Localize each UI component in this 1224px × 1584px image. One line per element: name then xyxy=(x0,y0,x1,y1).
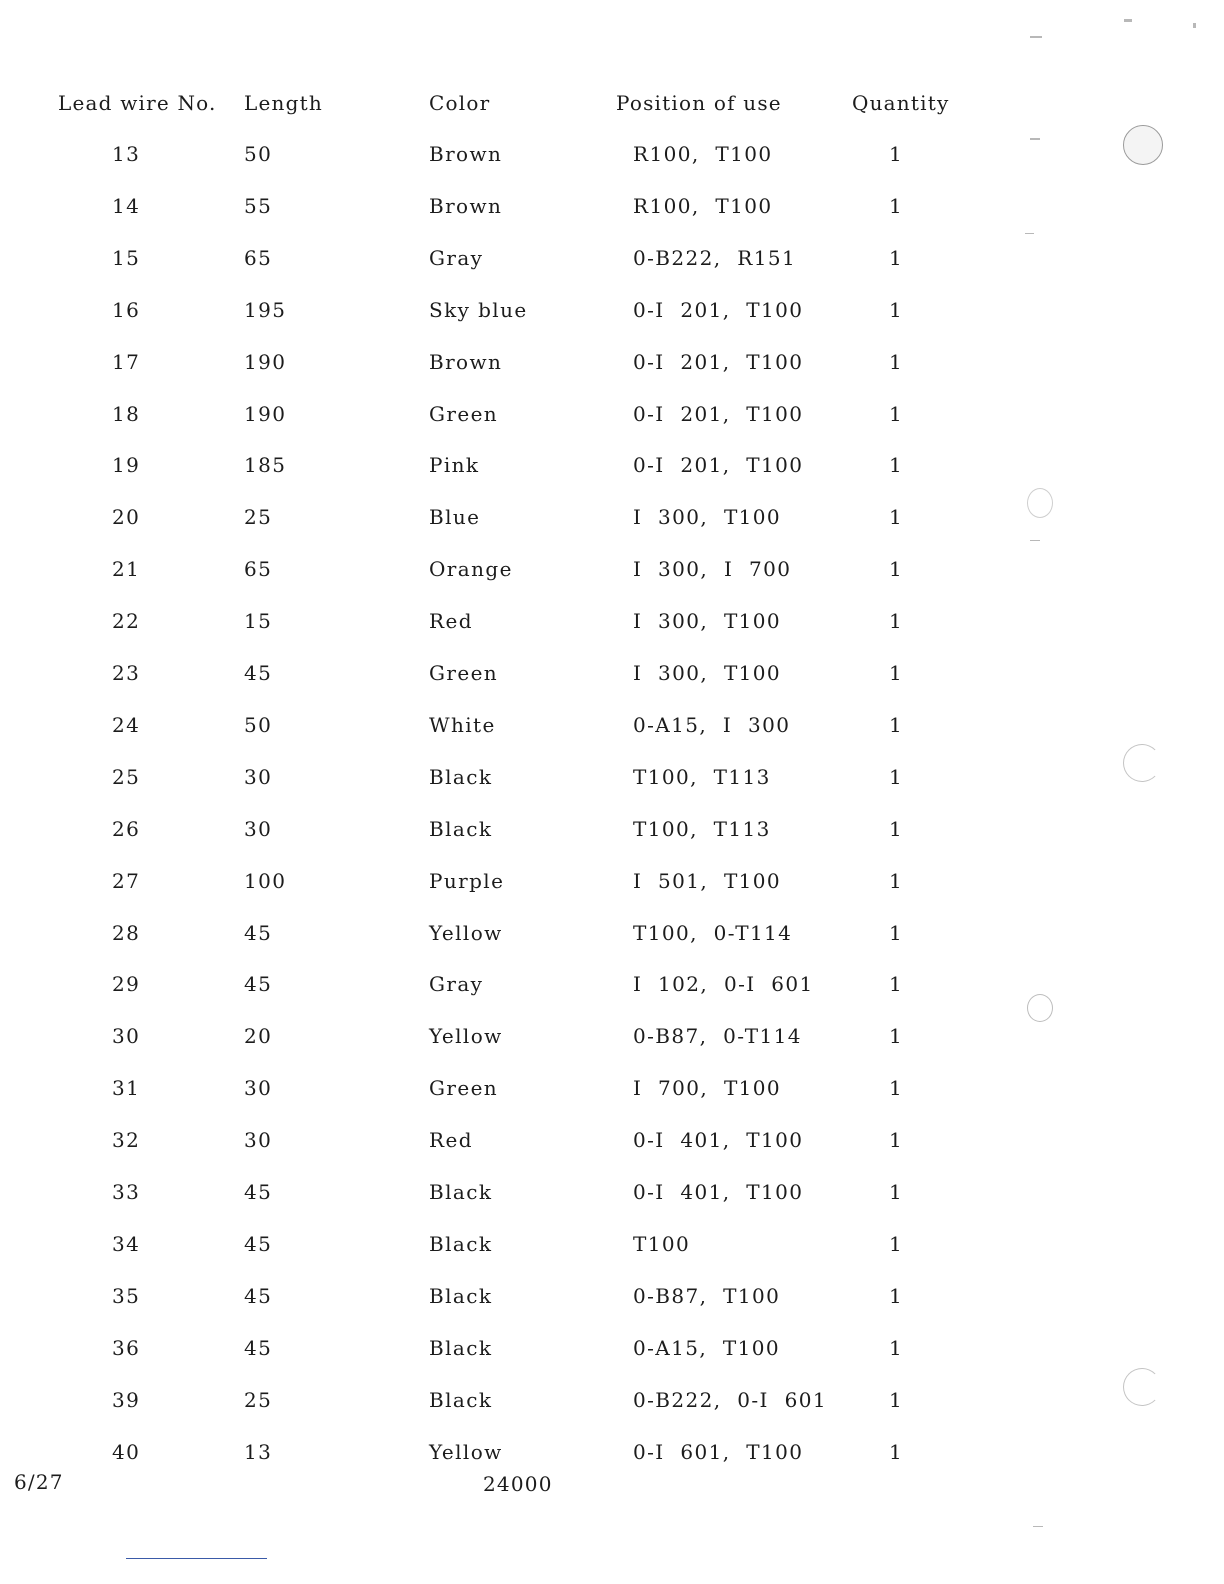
length-value: 30 xyxy=(244,817,273,841)
table-row xyxy=(0,142,1224,172)
length-value: 50 xyxy=(244,713,273,737)
length-value: 45 xyxy=(244,1284,273,1308)
color-value: Black xyxy=(429,765,493,789)
color-value: Black xyxy=(429,1284,493,1308)
color-value: Red xyxy=(429,609,473,633)
length-value: 25 xyxy=(244,505,273,529)
length-value: 30 xyxy=(244,1128,273,1152)
position-of-use-value: 0-I 201, T100 xyxy=(633,298,804,322)
lead-wire-number: 17 xyxy=(112,350,141,374)
color-value: Gray xyxy=(429,972,484,996)
length-value: 190 xyxy=(244,402,287,426)
position-of-use-value: 0-I 401, T100 xyxy=(633,1180,804,1204)
length-value: 100 xyxy=(244,869,287,893)
table-row xyxy=(0,1180,1224,1210)
quantity-value: 1 xyxy=(889,298,904,322)
length-value: 45 xyxy=(244,1232,273,1256)
table-row xyxy=(0,1128,1224,1158)
color-value: Orange xyxy=(429,557,513,581)
position-of-use-value: 0-I 201, T100 xyxy=(633,453,804,477)
table-row xyxy=(0,1284,1224,1314)
length-value: 25 xyxy=(244,1388,273,1412)
quantity-value: 1 xyxy=(889,194,904,218)
color-value: Yellow xyxy=(429,1440,503,1464)
quantity-value: 1 xyxy=(889,869,904,893)
lead-wire-number: 21 xyxy=(112,557,141,581)
color-value: Red xyxy=(429,1128,473,1152)
quantity-value: 1 xyxy=(889,1076,904,1100)
color-value: Black xyxy=(429,1388,493,1412)
position-of-use-value: I 300, T100 xyxy=(633,609,782,633)
table-row xyxy=(0,1440,1224,1470)
table-row xyxy=(0,1336,1224,1366)
position-of-use-value: I 102, 0-I 601 xyxy=(633,972,814,996)
table-row xyxy=(0,1076,1224,1106)
table-row xyxy=(0,713,1224,743)
table-row xyxy=(0,1024,1224,1054)
scan-speck xyxy=(1030,540,1040,541)
binder-hole-artifact xyxy=(1123,1368,1161,1406)
binder-hole-artifact xyxy=(1123,744,1161,782)
quantity-value: 1 xyxy=(889,765,904,789)
lead-wire-number: 18 xyxy=(112,402,141,426)
position-of-use-value: 0-B222, R151 xyxy=(633,246,797,270)
table-row xyxy=(0,246,1224,276)
length-value: 13 xyxy=(244,1440,273,1464)
position-of-use-value: 0-A15, I 300 xyxy=(633,713,791,737)
lead-wire-number: 19 xyxy=(112,453,141,477)
quantity-value: 1 xyxy=(889,1024,904,1048)
quantity-value: 1 xyxy=(889,921,904,945)
quantity-value: 1 xyxy=(889,453,904,477)
quantity-value: 1 xyxy=(889,402,904,426)
color-value: Yellow xyxy=(429,921,503,945)
position-of-use-value: 0-B87, 0-T114 xyxy=(633,1024,802,1048)
binder-hole-artifact xyxy=(1123,125,1163,165)
table-row xyxy=(0,350,1224,380)
color-value: Green xyxy=(429,1076,499,1100)
lead-wire-number: 26 xyxy=(112,817,141,841)
quantity-value: 1 xyxy=(889,1180,904,1204)
lead-wire-number: 20 xyxy=(112,505,141,529)
color-value: Black xyxy=(429,1336,493,1360)
lead-wire-number: 30 xyxy=(112,1024,141,1048)
lead-wire-number: 35 xyxy=(112,1284,141,1308)
color-value: Pink xyxy=(429,453,480,477)
lead-wire-number: 32 xyxy=(112,1128,141,1152)
table-row xyxy=(0,609,1224,639)
scan-speck xyxy=(1124,19,1132,22)
lead-wire-number: 39 xyxy=(112,1388,141,1412)
position-of-use-value: I 300, T100 xyxy=(633,505,782,529)
quantity-value: 1 xyxy=(889,142,904,166)
color-value: Green xyxy=(429,661,499,685)
position-of-use-value: 0-I 201, T100 xyxy=(633,350,804,374)
color-value: Blue xyxy=(429,505,481,529)
length-value: 50 xyxy=(244,142,273,166)
length-value: 65 xyxy=(244,246,273,270)
length-value: 30 xyxy=(244,1076,273,1100)
quantity-value: 1 xyxy=(889,1388,904,1412)
scan-speck xyxy=(1030,36,1042,38)
header-color: Color xyxy=(429,91,491,115)
table-row xyxy=(0,817,1224,847)
length-value: 45 xyxy=(244,972,273,996)
length-value: 195 xyxy=(244,298,287,322)
position-of-use-value: T100, T113 xyxy=(633,817,771,841)
lead-wire-number: 28 xyxy=(112,921,141,945)
lead-wire-number: 34 xyxy=(112,1232,141,1256)
color-value: Brown xyxy=(429,194,503,218)
length-value: 15 xyxy=(244,609,273,633)
position-of-use-value: 0-B87, T100 xyxy=(633,1284,781,1308)
position-of-use-value: R100, T100 xyxy=(633,194,773,218)
position-of-use-value: 0-A15, T100 xyxy=(633,1336,781,1360)
scan-speck xyxy=(1030,138,1040,140)
table-row xyxy=(0,557,1224,587)
color-value: Green xyxy=(429,402,499,426)
lead-wire-number: 36 xyxy=(112,1336,141,1360)
table-row xyxy=(0,921,1224,951)
position-of-use-value: 0-B222, 0-I 601 xyxy=(633,1388,827,1412)
table-row xyxy=(0,453,1224,483)
table-row xyxy=(0,298,1224,328)
table-row xyxy=(0,869,1224,899)
quantity-value: 1 xyxy=(889,1440,904,1464)
length-value: 190 xyxy=(244,350,287,374)
header-position-of-use: Position of use xyxy=(616,91,782,115)
length-value: 45 xyxy=(244,661,273,685)
table-row xyxy=(0,402,1224,432)
header-quantity: Quantity xyxy=(852,91,950,115)
underline-mark xyxy=(126,1558,267,1559)
color-value: Gray xyxy=(429,246,484,270)
lead-wire-number: 16 xyxy=(112,298,141,322)
table-row xyxy=(0,765,1224,795)
page-reference: 6/27 xyxy=(14,1470,64,1494)
length-value: 45 xyxy=(244,921,273,945)
position-of-use-value: 0-I 201, T100 xyxy=(633,402,804,426)
length-value: 20 xyxy=(244,1024,273,1048)
quantity-value: 1 xyxy=(889,713,904,737)
scan-speck xyxy=(1025,233,1034,234)
binder-hole-artifact xyxy=(1027,994,1053,1022)
color-value: Purple xyxy=(429,869,505,893)
quantity-value: 1 xyxy=(889,1336,904,1360)
length-value: 185 xyxy=(244,453,287,477)
quantity-value: 1 xyxy=(889,246,904,270)
quantity-value: 1 xyxy=(889,505,904,529)
position-of-use-value: 0-I 601, T100 xyxy=(633,1440,804,1464)
lead-wire-number: 25 xyxy=(112,765,141,789)
position-of-use-value: T100, 0-T114 xyxy=(633,921,793,945)
color-value: Black xyxy=(429,1232,493,1256)
quantity-value: 1 xyxy=(889,557,904,581)
quantity-value: 1 xyxy=(889,1284,904,1308)
table-row xyxy=(0,1388,1224,1418)
quantity-value: 1 xyxy=(889,972,904,996)
quantity-value: 1 xyxy=(889,817,904,841)
lead-wire-number: 40 xyxy=(112,1440,141,1464)
quantity-value: 1 xyxy=(889,609,904,633)
position-of-use-value: 0-I 401, T100 xyxy=(633,1128,804,1152)
lead-wire-number: 15 xyxy=(112,246,141,270)
lead-wire-number: 31 xyxy=(112,1076,141,1100)
position-of-use-value: T100 xyxy=(633,1232,691,1256)
length-value: 30 xyxy=(244,765,273,789)
position-of-use-value: I 300, T100 xyxy=(633,661,782,685)
length-value: 45 xyxy=(244,1336,273,1360)
color-value: Black xyxy=(429,817,493,841)
lead-wire-number: 22 xyxy=(112,609,141,633)
lead-wire-number: 27 xyxy=(112,869,141,893)
length-value: 45 xyxy=(244,1180,273,1204)
binder-hole-artifact xyxy=(1027,488,1053,518)
color-value: White xyxy=(429,713,496,737)
length-value: 55 xyxy=(244,194,273,218)
lead-wire-number: 23 xyxy=(112,661,141,685)
position-of-use-value: I 300, I 700 xyxy=(633,557,792,581)
quantity-value: 1 xyxy=(889,350,904,374)
lead-wire-number: 33 xyxy=(112,1180,141,1204)
position-of-use-value: I 700, T100 xyxy=(633,1076,782,1100)
color-value: Brown xyxy=(429,142,503,166)
scan-speck xyxy=(1193,23,1196,28)
color-value: Yellow xyxy=(429,1024,503,1048)
length-value: 65 xyxy=(244,557,273,581)
header-lead-wire-no: Lead wire No. xyxy=(58,91,217,115)
position-of-use-value: I 501, T100 xyxy=(633,869,782,893)
table-row xyxy=(0,661,1224,691)
lead-wire-number: 13 xyxy=(112,142,141,166)
table-row xyxy=(0,1232,1224,1262)
lead-wire-number: 14 xyxy=(112,194,141,218)
lead-wire-number: 24 xyxy=(112,713,141,737)
color-value: Black xyxy=(429,1180,493,1204)
quantity-value: 1 xyxy=(889,1128,904,1152)
color-value: Sky blue xyxy=(429,298,528,322)
header-length: Length xyxy=(244,91,323,115)
color-value: Brown xyxy=(429,350,503,374)
lead-wire-number: 29 xyxy=(112,972,141,996)
position-of-use-value: T100, T113 xyxy=(633,765,771,789)
scan-speck xyxy=(1033,1526,1043,1527)
document-number: 24000 xyxy=(483,1472,553,1496)
table-row xyxy=(0,194,1224,224)
quantity-value: 1 xyxy=(889,1232,904,1256)
quantity-value: 1 xyxy=(889,661,904,685)
position-of-use-value: R100, T100 xyxy=(633,142,773,166)
